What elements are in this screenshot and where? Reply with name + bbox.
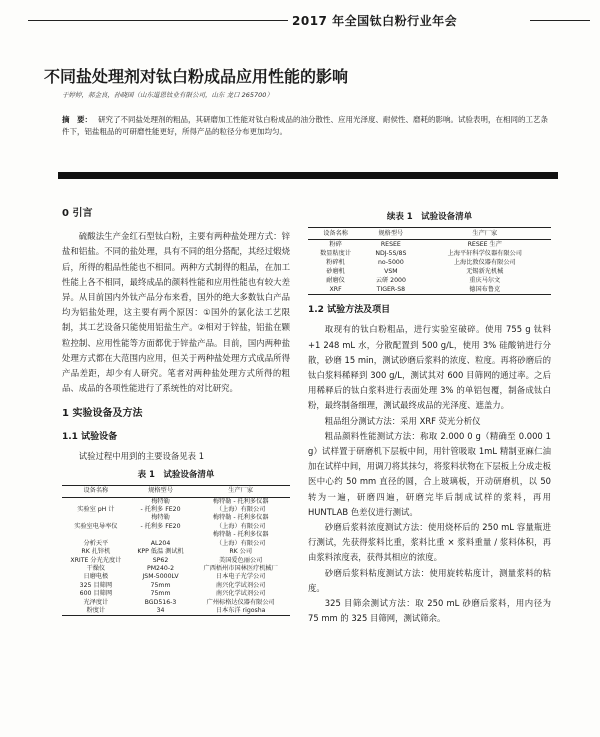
table-1-header: 生产厂家 xyxy=(191,486,290,497)
running-header xyxy=(10,12,590,26)
header-rule-left xyxy=(28,20,288,21)
method-paragraph-2: 粗品组分测试方法：采用 XRF 荧光分析仪 xyxy=(324,415,481,426)
table-cell: 日本东洋 rigosha xyxy=(191,607,290,616)
table-cell: 粉碎 xyxy=(329,241,342,249)
table-row xyxy=(62,497,290,506)
paper-title: 不同盐处理剂对钛白粉成品应用性能的影响 xyxy=(44,67,349,86)
table-cell: 实验室 pH 计 xyxy=(77,506,115,514)
abstract-text: 研究了不同盐处理剂的粗品，其研磨加工性能对钛白粉成品的油分散性、应用光泽度、耐侯性、磨耗的影响。试验表明，在相同的工艺条件下，铝盐粗品的可研磨性能更好，所得产品的粒径分布更加均匀。 xyxy=(62,115,548,136)
table-cell: XRF xyxy=(308,285,363,295)
table-cell: 南兴化学试剂公司 xyxy=(215,581,266,589)
section-1-2-heading: 1.2 试验方法及项目 xyxy=(308,305,391,316)
table-row xyxy=(308,240,551,250)
left-column xyxy=(62,206,290,616)
table-cell: 梅特勒 - 托利多仪器 xyxy=(212,531,269,539)
intro-heading: 0 引言 xyxy=(62,208,93,219)
table-cell: NDJ-5S/8S xyxy=(375,250,407,258)
method-paragraph-4: 砂磨后浆料浓度测试方法：使用烧杯后的 250 mL 容量瓶进行测试，先获得浆料比重，浆料比重 × 浆料重量 / 浆料体积，再由浆料浓度表，获得其相应的浓度。 xyxy=(308,522,551,563)
table-row xyxy=(62,540,290,548)
table-cell: 光泽度计 xyxy=(83,598,109,606)
intro-paragraph: 硫酸法生产金红石型钛白粉，主要有两种盐处理方式：锌盐和铝盐。不同的盐处理，具有不同的组分搭配，其经过煅烧后，所得的粗品性能也不相同。两种方式制得的粗品，在加工性能上各不相同，最终成品的颜料性能和应用性能也有较大差异。从目前国内外钛产品分布来看，国外的绝大多数钛白产品均为铝盐处理，这主要有两个原因：①国外的氯化法工艺限制，其工艺设备只能使用铝盐生产。②相对于锌盐，铝盐在颗粒控制、应用性能等方面都优于锌盐产品。目前，国内两种盐处理方式都在大范围内应用，但关于两种盐处理方式成品所得产品差距，却少有人研究。笔者对两种盐处理方式所得的粗品、成品的各项性能进行了系统性的对比研究。 xyxy=(62,231,290,394)
table-cell: 耐磨仪 xyxy=(326,277,345,285)
table-cell: 上海平轩科学仪器有限公司 xyxy=(447,250,522,258)
table-cell: 325 目筛网 xyxy=(79,581,113,589)
table-cell: no-5000 xyxy=(377,259,404,267)
table-cell: PM240-2 xyxy=(146,564,175,572)
table-row xyxy=(62,607,290,616)
table-cell: 梅特勒 - 托利多仪器 xyxy=(212,514,269,522)
table-cell: 上海比敦仪器有限公司 xyxy=(453,259,516,267)
table-cell: SP62 xyxy=(152,556,169,564)
table-row xyxy=(62,590,290,598)
header-rule-right xyxy=(530,20,590,21)
table-cell xyxy=(130,531,192,539)
table-cell: - 托利多 FE20 xyxy=(140,506,181,514)
table-cell: 600 目筛网 xyxy=(79,590,113,598)
method-paragraph-5: 砂磨后浆料粘度测试方法：使用旋转粘度计，测量浆料的粘度。 xyxy=(308,567,551,593)
table-cell: RK 扎锌机 xyxy=(81,548,111,556)
table-cell: BGD516-3 xyxy=(144,598,177,606)
right-column xyxy=(308,206,551,626)
table-cell: 干燥仪 xyxy=(86,564,106,572)
table-cell: （上海）有限公司 xyxy=(215,539,266,547)
table-1-continued xyxy=(308,227,551,295)
table-cell: 南兴化学试剂公司 xyxy=(215,590,266,598)
table-cell: RESEE 生产 xyxy=(467,241,502,249)
table-cell: 分析天平 xyxy=(83,539,109,547)
table-cell: JSM-5000LV xyxy=(142,573,179,581)
table-cell xyxy=(62,514,130,522)
table-1-header: 设备名称 xyxy=(62,486,130,497)
table-cell: 75mm xyxy=(150,590,171,598)
table-cell: VSM xyxy=(384,268,398,276)
table-row xyxy=(62,573,290,581)
method-paragraph-6: 325 目筛余测试方法：取 250 mL 砂磨后浆料，用内径为 75 mm 的 325 目筛网，测试筛余。 xyxy=(308,598,551,624)
table-row xyxy=(62,514,290,522)
table-row xyxy=(62,582,290,590)
table-cell: （上海）有限公司 xyxy=(215,506,266,514)
table-row xyxy=(308,258,551,267)
table-cell xyxy=(62,497,130,506)
table-cell xyxy=(62,531,130,539)
table-cell: AL204 xyxy=(150,539,171,547)
section-1-1-heading: 1.1 试验设备 xyxy=(62,431,118,442)
table-row xyxy=(308,285,551,295)
section-divider-bar xyxy=(58,172,558,179)
table-1 xyxy=(62,485,290,616)
table-cell: 数显粘度计 xyxy=(320,250,352,258)
table-cell: 梅特勒 xyxy=(151,514,170,522)
table-cell: 实验室电导率仪 xyxy=(74,522,118,530)
table-cell: - 托利多 FE20 xyxy=(140,522,181,530)
table-cell: 云研 2000 xyxy=(375,277,406,285)
table-cell: 砂磨机 xyxy=(326,268,345,276)
table-cell: 梅特勒 xyxy=(151,497,170,505)
table-cell: 广州标格达仪器有限公司 xyxy=(206,598,275,606)
table-cell: 无锡新光机械 xyxy=(466,268,504,276)
table-cell: 日磨电极 xyxy=(83,573,109,581)
table-1-cont-header: 生产厂家 xyxy=(419,228,551,240)
section-1-1-text: 试验过程中用到的主要设备见表 1 xyxy=(78,450,205,461)
method-paragraph-1: 取现有的钛白粉粗品，进行实验室破碎。使用 755 g 钛料 +1 248 mL 水，分散配置到 500 g/L，使用 3% 硅酸钠进行分散，砂磨 15 min，测试砂磨后浆料的浓度、粒度。再将砂磨后的钛白浆料稀释到 300 g/L，测试其对 600 目筛网的通过率。之后用稀释后的钛白浆料进行表面处理 3% 的单铝包覆，制备成钛白粉，最终制备细理，测试最终成品的光泽度、遮盖力。 xyxy=(308,324,551,411)
table-1-caption: 表 1 试验设备清单 xyxy=(137,470,215,481)
abstract-label: 摘 要： xyxy=(62,115,92,124)
table-row xyxy=(308,249,551,258)
table-cell: TIGER-S8 xyxy=(363,285,418,295)
table-cell: KPP 低温 测试机 xyxy=(137,548,184,556)
table-row xyxy=(308,276,551,285)
table-1-header: 规格型号 xyxy=(130,486,192,497)
table-cell: 重庆马尔文 xyxy=(469,277,501,285)
table-cell: 粉度计 xyxy=(62,607,130,616)
table-cell: 梅特勒 - 托利多仪器 xyxy=(212,497,269,505)
table-row xyxy=(62,548,290,556)
table-cell: RK 公司 xyxy=(229,548,253,556)
table-cell: 34 xyxy=(130,607,192,616)
table-cell: 日本电子光学公司 xyxy=(215,573,266,581)
table-row xyxy=(308,267,551,276)
table-cell: 德国布鲁克 xyxy=(419,285,551,295)
table-cell: （上海）有限公司 xyxy=(215,522,266,530)
table-cell: 广西梧州市国林医疗机械厂 xyxy=(203,564,278,572)
table-cell: 75mm xyxy=(150,581,171,589)
table-row xyxy=(62,531,290,539)
table-1-body xyxy=(62,497,290,616)
conference-tag: 2017 年全国钛白粉行业年会 xyxy=(292,14,458,28)
table-1-cont-caption: 续表 1 试验设备清单 xyxy=(386,212,473,222)
table-cell: XRITE 分光光度计 xyxy=(70,556,122,564)
table-1-cont-header: 规格型号 xyxy=(363,228,418,240)
table-row xyxy=(62,599,290,607)
abstract xyxy=(62,114,552,138)
table-cell: 美国爱色丽公司 xyxy=(219,556,263,564)
author-line: 于婷婷，郝金良，孙晓国（山东道恩钛业有限公司，山东 龙口 265700） xyxy=(62,91,273,99)
table-cell: 粉碎机 xyxy=(326,259,345,267)
table-row xyxy=(62,557,290,565)
table-1-cont-header: 设备名称 xyxy=(308,228,363,240)
table-cell: RESEE xyxy=(380,241,401,249)
method-paragraph-3: 粗品颜料性能测试方法：称取 2.000 0 g（精确至 0.000 1 g）试样置于研磨机下层板中间，用针管吸取 1mL 精制亚麻仁油加在试样中间，用调刀将其抹匀，将浆料状物在下层板上分成走板医中心约 50 mm 直径的圆，合上玻璃板，开动研磨机，以 50 转为一遍，研磨四遍，研磨完毕后制成试样的浆料，再用 HUNTLAB 色差仪进行测试。 xyxy=(308,430,551,517)
section-1-heading: 1 实验设备及方法 xyxy=(62,408,143,420)
table-1-cont-body xyxy=(308,240,551,295)
